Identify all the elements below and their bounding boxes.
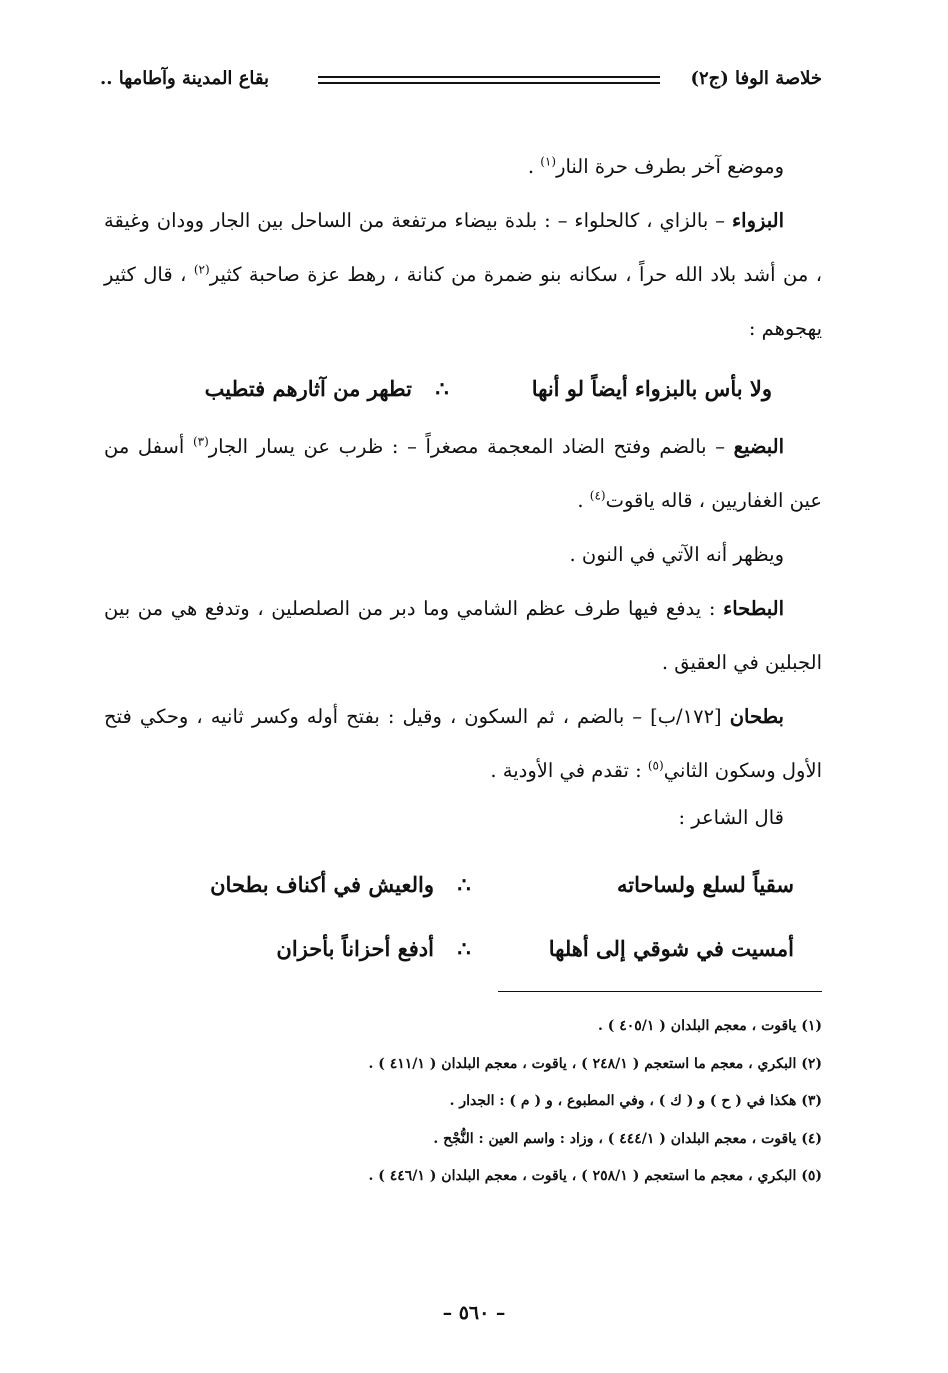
verse-hemistich-2: والعيش في أكناف بطحان	[210, 871, 434, 897]
verse-separator: ∴	[435, 375, 449, 401]
running-header	[100, 66, 822, 100]
entry-term: البزواء	[731, 209, 784, 232]
verse-hemistich-2: أدفع أحزاناً بأحزان	[276, 935, 434, 961]
entry-text: – بالضم وفتح الضاد المعجمة مصغراً – : ظرب عن يسار الجار	[208, 435, 734, 458]
footnote-ref-4[interactable]: (٤)	[589, 488, 606, 503]
entry-albatha	[104, 582, 822, 690]
main-text	[104, 140, 822, 980]
footnote-ref-2[interactable]: (٢)	[193, 262, 210, 277]
header-chapter-title: بقاع المدينة وآطامها ..	[100, 68, 270, 89]
entry-term: بطحان	[729, 705, 784, 728]
paragraph-end: .	[527, 155, 541, 178]
verse-hemistich-1: سقياً لسلع ولساحاته	[617, 871, 794, 897]
verse-separator: ∴	[457, 935, 471, 961]
entry-term: البضيع	[733, 435, 784, 458]
verse-1	[104, 356, 772, 420]
header-book-title: خلاصة الوفا (ج٢)	[690, 68, 822, 89]
page-number: – ٥٦٠ –	[442, 1302, 506, 1324]
entry-albazwa	[104, 194, 822, 356]
footnote-ref-5[interactable]: (٥)	[647, 758, 664, 773]
entry-end: .	[577, 489, 590, 512]
footnote-ref-3[interactable]: (٣)	[192, 434, 209, 449]
footnote-2: (٢) البكري ، معجم ما استعجم ( ٢٤٨/١ ) ، ياقوت ، معجم البلدان ( ٤١١/١ ) .	[368, 1055, 822, 1072]
entry-end: : تقدم في الأودية .	[490, 759, 648, 782]
entry-end: ، قال كثير يهجوهم :	[104, 263, 822, 340]
footnote-divider	[498, 991, 822, 992]
entry-text: [١٧٢/ب] – بالضم ، ثم السكون ، وقيل : بفتح أوله وكسر ثانيه ، وحكي فتح الأول وسكون الثاني	[104, 705, 822, 782]
verse-3	[104, 916, 794, 980]
paragraph-1	[104, 140, 822, 194]
entry-text: : يدفع فيها طرف عظم الشامي وما دبر من الصلصلين ، وتدفع هي من بين الجبلين في العقيق .	[104, 597, 822, 674]
entry-term: البطحاء	[723, 597, 784, 620]
footnote-5: (٥) البكري ، معجم ما استعجم ( ٢٥٨/١ ) ، ياقوت ، معجم البلدان ( ٤٤٦/١ ) .	[368, 1168, 822, 1184]
header-double-rule	[318, 76, 660, 84]
verse-hemistich-2: تطهر من آثارهم فتطيب	[204, 375, 412, 401]
paragraph-text: وموضع آخر بطرف حرة النار	[556, 155, 784, 178]
poet-intro: قال الشاعر :	[678, 806, 784, 829]
entry-albudai	[104, 420, 822, 528]
footnote-1: (١) ياقوت ، معجم البلدان ( ٤٠٥/١ ) .	[597, 1018, 822, 1034]
entry-text-2: أسفل من عين الغفاريين ، قاله ياقوت	[104, 435, 822, 512]
paragraph-4: ويظهر أنه الآتي في النون .	[569, 543, 784, 566]
verse-hemistich-1: ولا بأس بالبزواء أيضاً لو أنها	[531, 375, 772, 401]
verse-hemistich-1: أمسيت في شوقي إلى أهلها	[548, 935, 794, 961]
verse-2	[104, 852, 794, 916]
footnote-3: (٣) هكذا في ( ح ) و ( ك ) ، وفي المطبوع ، و ( م ) : الجدار .	[449, 1093, 822, 1109]
verse-separator: ∴	[457, 871, 471, 897]
entry-text: – بالزاي ، كالحلواء – : بلدة بيضاء مرتفعة من الساحل بين الجار وودان وغيقة ، من أشد بلاد الله حراً ، سكانه بنو ضمرة من كنانة ، رهط عزة صاحبة كثير	[104, 209, 823, 286]
footnotes	[104, 1008, 822, 1196]
footnote-ref-1[interactable]: (١)	[540, 154, 557, 169]
entry-butHan	[104, 690, 822, 798]
footnote-4: (٤) ياقوت ، معجم البلدان ( ٤٤٤/١ ) ، وزاد : واسم العين : النُّجْح .	[433, 1130, 822, 1147]
